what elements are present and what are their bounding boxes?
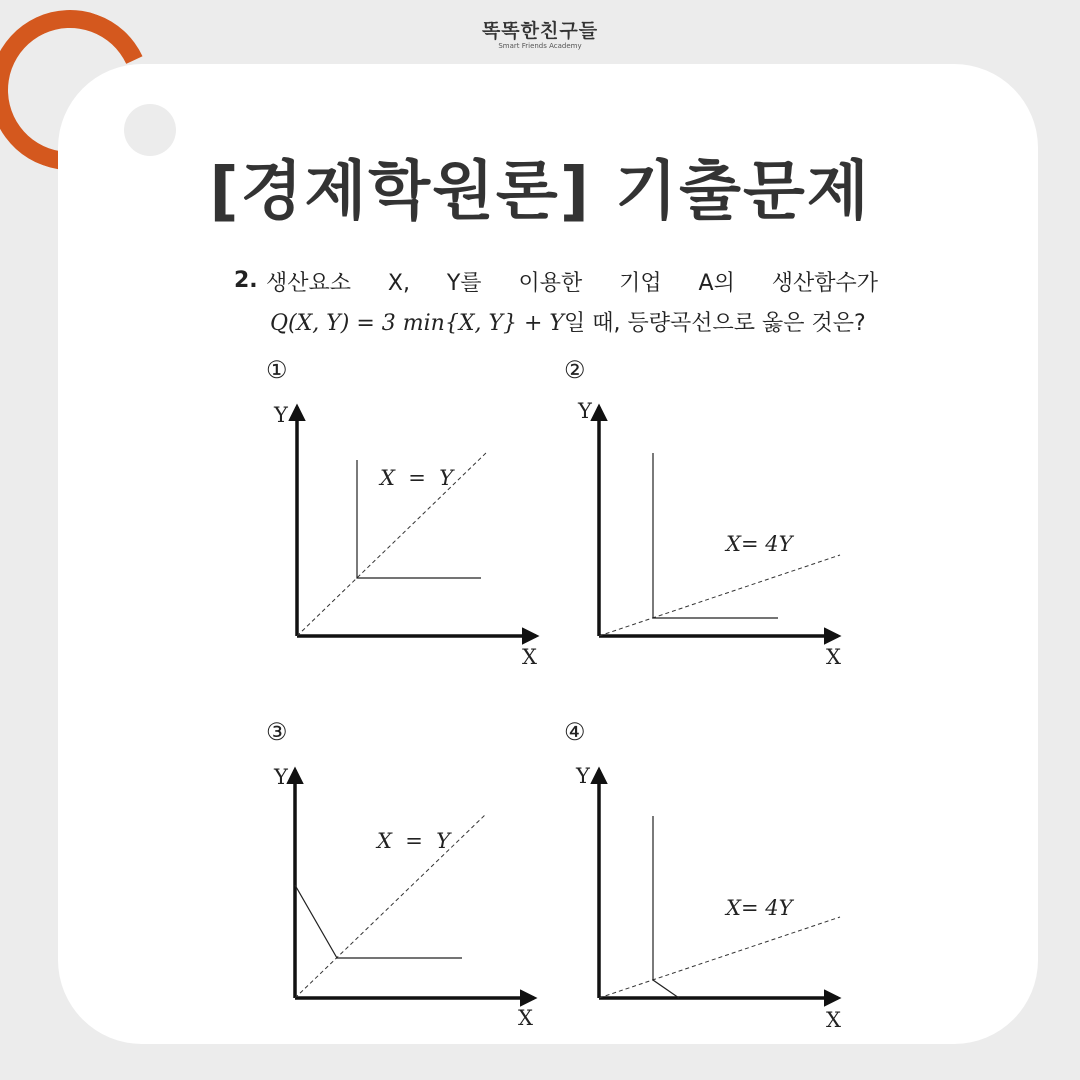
- logo-main-text: 똑똑한친구들: [481, 20, 599, 42]
- question-word: 생산함수가: [771, 271, 878, 296]
- logo-sub-text: Smart Friends Academy: [498, 42, 582, 50]
- isoquant: [653, 816, 679, 998]
- choice-3-label: ③: [266, 718, 288, 746]
- production-function: Q(X, Y) = 3 min{X, Y} + Y: [270, 311, 564, 336]
- ray-line: [599, 917, 840, 998]
- y-axis-label: Y: [274, 765, 288, 789]
- x-axis-label: X: [518, 1006, 533, 1030]
- ray-equation: X= 4Y: [726, 896, 793, 920]
- ray-equation: X = Y: [377, 829, 451, 853]
- question-number: 2.: [234, 268, 258, 293]
- question-word: 기업: [619, 271, 662, 296]
- choice-4-graph: [572, 758, 862, 1038]
- choice-1-label: ①: [266, 356, 288, 384]
- ray-line: [599, 555, 840, 636]
- x-axis-label: X: [826, 1008, 841, 1032]
- question-word: 이용한: [518, 271, 583, 296]
- y-axis-label: Y: [274, 403, 288, 427]
- question-line-1: [266, 266, 878, 297]
- page-title: [경제학원론] 기출문제: [209, 155, 871, 229]
- question-word: A의: [698, 271, 735, 296]
- question-tail: 일 때, 등량곡선으로 옳은 것은?: [563, 311, 866, 336]
- question-word: 생산요소: [266, 271, 352, 296]
- question-line-2: [270, 306, 866, 337]
- question-word: X, Y를: [387, 271, 482, 296]
- x-axis-label: X: [522, 645, 537, 669]
- x-axis-label: X: [826, 645, 841, 669]
- y-axis-label: Y: [576, 764, 590, 788]
- brand-logo: [0, 20, 1080, 51]
- ray-equation: X = Y: [380, 466, 454, 490]
- choice-2-graph: [572, 395, 862, 675]
- choice-2-label: ②: [564, 356, 586, 384]
- choice-4-label: ④: [564, 718, 586, 746]
- choice-1-graph: [270, 395, 560, 675]
- y-axis-label: Y: [578, 399, 592, 423]
- ray-equation: X= 4Y: [726, 532, 793, 556]
- isoquant: [295, 885, 462, 958]
- choice-3-graph: [270, 758, 560, 1038]
